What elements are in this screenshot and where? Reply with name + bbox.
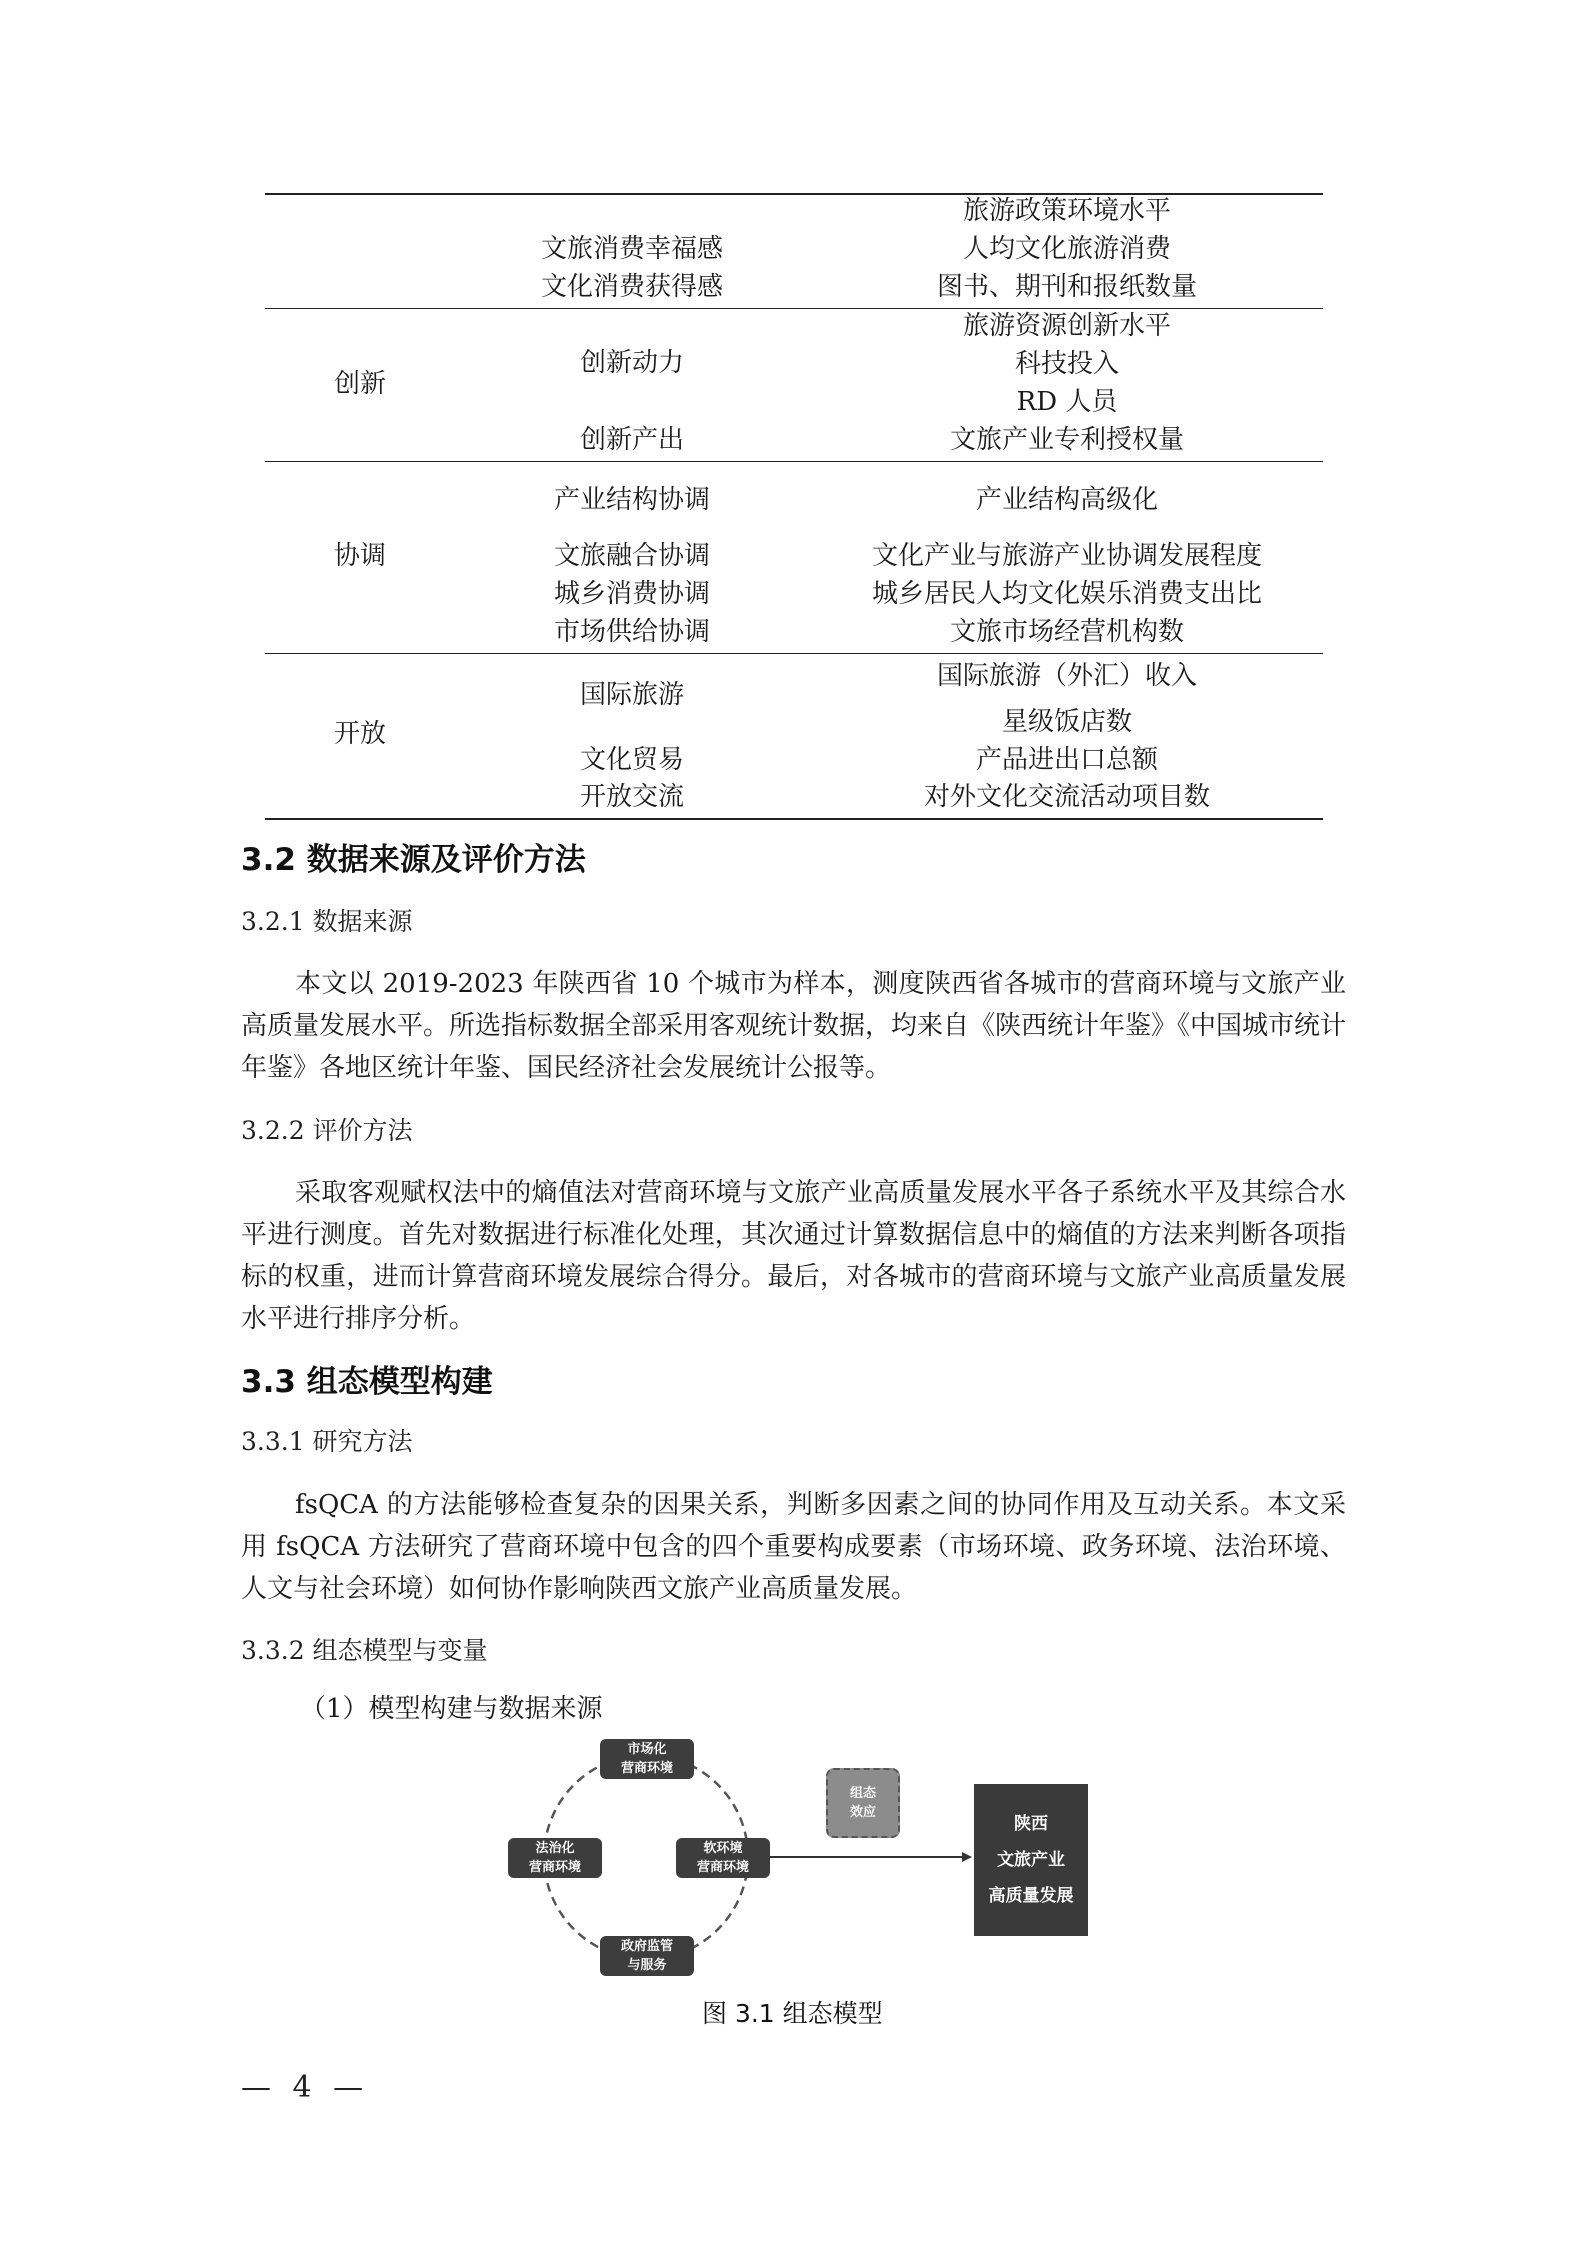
table-cell-subdimension: 文旅融合协调: [553, 541, 711, 571]
paragraph-evaluation-method: 采取客观赋权法中的熵值法对营商环境与文旅产业高质量发展水平各子系统水平及其综合水平进行测度。首先对数据进行标准化处理，其次通过计算数据信息中的熵值的方法来判断各项指标的权重，进而计算营商环境发展综合得分。最后，对各城市的营商环境与文旅产业高质量发展水平进行排序分析。: [241, 1178, 1346, 1334]
table-cell-indicator: 文化产业与旅游产业协调发展程度: [871, 541, 1263, 571]
table-cell-indicator: 图书、期刊和报纸数量: [936, 272, 1198, 302]
section-heading-3-2: 3.2 数据来源及评价方法: [241, 842, 586, 878]
paragraph-research-method: fsQCA 的方法能够检查复杂的因果关系，判断多因素之间的协同作用及互动关系。本文采用 fsQCA 方法研究了营商环境中包含的四个重要构成要素（市场环境、政务环境、法治环境、人文与社会环境）如何协作影响陕西文旅产业高质量发展。: [241, 1490, 1346, 1604]
node-legal-environment: 法治化 营商环境: [508, 1838, 602, 1878]
paragraph-data-source: 本文以 2019-2023 年陕西省 10 个城市为样本，测度陕西省各城市的营商环境与文旅产业高质量发展水平。所选指标数据全部采用客观统计数据，均来自《陕西统计年鉴》《中国城市统计年鉴》各地区统计年鉴、国民经济社会发展统计公报等。: [241, 969, 1347, 1083]
table-cell-indicator: 国际旅游（外汇）收入: [936, 661, 1198, 691]
table-cell-dimension: 协调: [333, 541, 387, 571]
table-cell-indicator: 产业结构高级化: [975, 485, 1159, 515]
node-government-service: 政府监管 与服务: [600, 1936, 694, 1976]
table-group-rule: [265, 653, 1323, 654]
node-soft-environment: 软环境 营商环境: [676, 1838, 770, 1878]
table-group-rule: [265, 461, 1323, 462]
table-cell-subdimension: 国际旅游: [579, 680, 685, 710]
arrow-head: [962, 1852, 972, 1862]
table-bottom-rule: [265, 818, 1323, 820]
configuration-model-figure: [490, 1730, 1110, 1990]
node-configuration-effect: 组态 效应: [826, 1768, 900, 1838]
table-cell-subdimension: 文化贸易: [579, 745, 685, 775]
node-high-quality-development: 陕西 文旅产业 高质量发展: [974, 1784, 1088, 1936]
table-cell-dimension: 开放: [333, 719, 387, 749]
subsection-heading-3-3-1: 3.3.1 研究方法: [241, 1427, 413, 1456]
table-cell-subdimension: 城乡消费协调: [553, 579, 711, 609]
table-cell-indicator: 星级饭店数: [1001, 707, 1133, 737]
table-cell-indicator: 旅游政策环境水平: [962, 196, 1172, 226]
table-cell-dimension: 创新: [333, 369, 387, 399]
table-cell-indicator: 旅游资源创新水平: [962, 311, 1172, 341]
table-cell-subdimension: 创新产出: [579, 425, 685, 455]
table-cell-subdimension: 文化消费获得感: [540, 272, 724, 302]
figure-caption: 图 3.1 组态模型: [702, 1999, 883, 2028]
table-cell-indicator: 科技投入: [1014, 349, 1120, 379]
subsection-heading-3-2-1: 3.2.1 数据来源: [241, 907, 413, 936]
table-cell-subdimension: 开放交流: [579, 782, 685, 812]
table-cell-indicator: 产品进出口总额: [975, 745, 1159, 775]
table-cell-indicator: RD 人员: [1016, 387, 1118, 417]
page-number: — 4 —: [241, 2070, 370, 2105]
table-cell-indicator: 人均文化旅游消费: [962, 234, 1172, 264]
section-heading-3-3: 3.3 组态模型构建: [241, 1364, 493, 1400]
table-cell-indicator: 文旅产业专利授权量: [949, 425, 1185, 455]
step-heading-model: （1）模型构建与数据来源: [300, 1694, 603, 1724]
table-cell-indicator: 文旅市场经营机构数: [949, 617, 1185, 647]
subsection-heading-3-2-2: 3.2.2 评价方法: [241, 1116, 413, 1145]
table-cell-subdimension: 文旅消费幸福感: [540, 234, 724, 264]
table-cell-indicator: 对外文化交流活动项目数: [923, 782, 1211, 812]
table-cell-subdimension: 创新动力: [579, 348, 685, 378]
subsection-heading-3-3-2: 3.3.2 组态模型与变量: [241, 1636, 488, 1665]
node-market-environment: 市场化 营商环境: [600, 1739, 694, 1779]
table-cell-subdimension: 市场供给协调: [553, 617, 711, 647]
table-cell-indicator: 城乡居民人均文化娱乐消费支出比: [871, 579, 1263, 609]
table-cell-subdimension: 产业结构协调: [553, 485, 711, 515]
